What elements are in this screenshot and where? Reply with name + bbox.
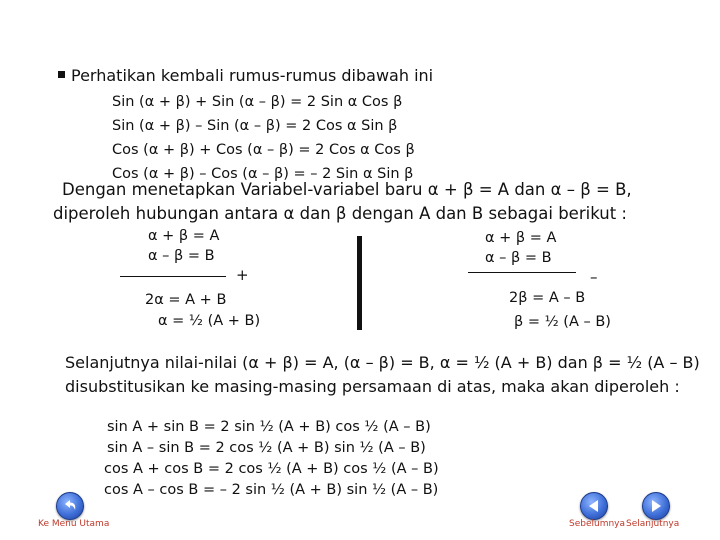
home-button[interactable] [56, 492, 84, 520]
vertical-divider [357, 236, 362, 330]
intro-line [58, 66, 433, 85]
bullet-icon [58, 71, 65, 78]
left-result2: α = ½ (A + B) [158, 313, 261, 329]
paragraph-variables [54, 178, 632, 226]
right-result1: 2β = A – B [509, 290, 586, 306]
right-eq1: α + β = A [485, 230, 557, 246]
arrow-left-icon [585, 497, 603, 515]
left-eq2: α – β = B [148, 248, 215, 264]
formula-list [112, 90, 415, 186]
formula-item: Cos (α + β) + Cos (α – β) = 2 Cos α Cos β [112, 142, 415, 158]
home-label[interactable]: Ke Menu Utama [38, 519, 110, 529]
right-operator: – [590, 268, 598, 286]
undo-arrow-icon [61, 497, 79, 515]
next-button[interactable] [642, 492, 670, 520]
formula-item: Sin (α + β) + Sin (α – β) = 2 Sin α Cos β [112, 94, 403, 110]
right-result2: β = ½ (A – B) [514, 314, 611, 330]
right-eq2: α – β = B [485, 250, 552, 266]
result-list [104, 417, 439, 501]
next-label[interactable]: Selanjutnya [626, 519, 680, 529]
left-sum-rule [120, 276, 226, 277]
paragraph-substitution [65, 351, 700, 399]
result-item: sin A + sin B = 2 sin ½ (A + B) cos ½ (A – B) [107, 419, 431, 435]
result-item: sin A – sin B = 2 cos ½ (A + B) sin ½ (A – B) [107, 440, 426, 456]
left-result1: 2α = A + B [145, 292, 227, 308]
left-operator: + [236, 266, 249, 284]
previous-button[interactable] [580, 492, 608, 520]
result-item: cos A – cos B = – 2 sin ½ (A + B) sin ½ (A – B) [104, 482, 439, 498]
paragraph-line: Dengan menetapkan Variabel-variabel baru α + β = A dan α – β = B, [62, 180, 632, 199]
paragraph-line: Selanjutnya nilai-nilai (α + β) = A, (α – β) = B, α = ½ (A + B) dan β = ½ (A – B) [65, 353, 700, 372]
result-item: cos A + cos B = 2 cos ½ (A + B) cos ½ (A – B) [104, 461, 439, 477]
arrow-right-icon [647, 497, 665, 515]
paragraph-line: diperoleh hubungan antara α dan β dengan A dan B sebagai berikut : [53, 204, 627, 223]
right-diff-rule [468, 272, 576, 273]
paragraph-line: disubstitusikan ke masing-masing persamaan di atas, maka akan diperoleh : [65, 377, 680, 396]
previous-label[interactable]: Sebelumnya [569, 519, 626, 529]
left-eq1: α + β = A [148, 228, 220, 244]
formula-item: Cos (α + β) – Cos (α – β) = – 2 Sin α Sin β [112, 166, 414, 182]
formula-item: Sin (α + β) – Sin (α – β) = 2 Cos α Sin β [112, 118, 398, 134]
intro-text: Perhatikan kembali rumus-rumus dibawah ini [71, 66, 434, 85]
